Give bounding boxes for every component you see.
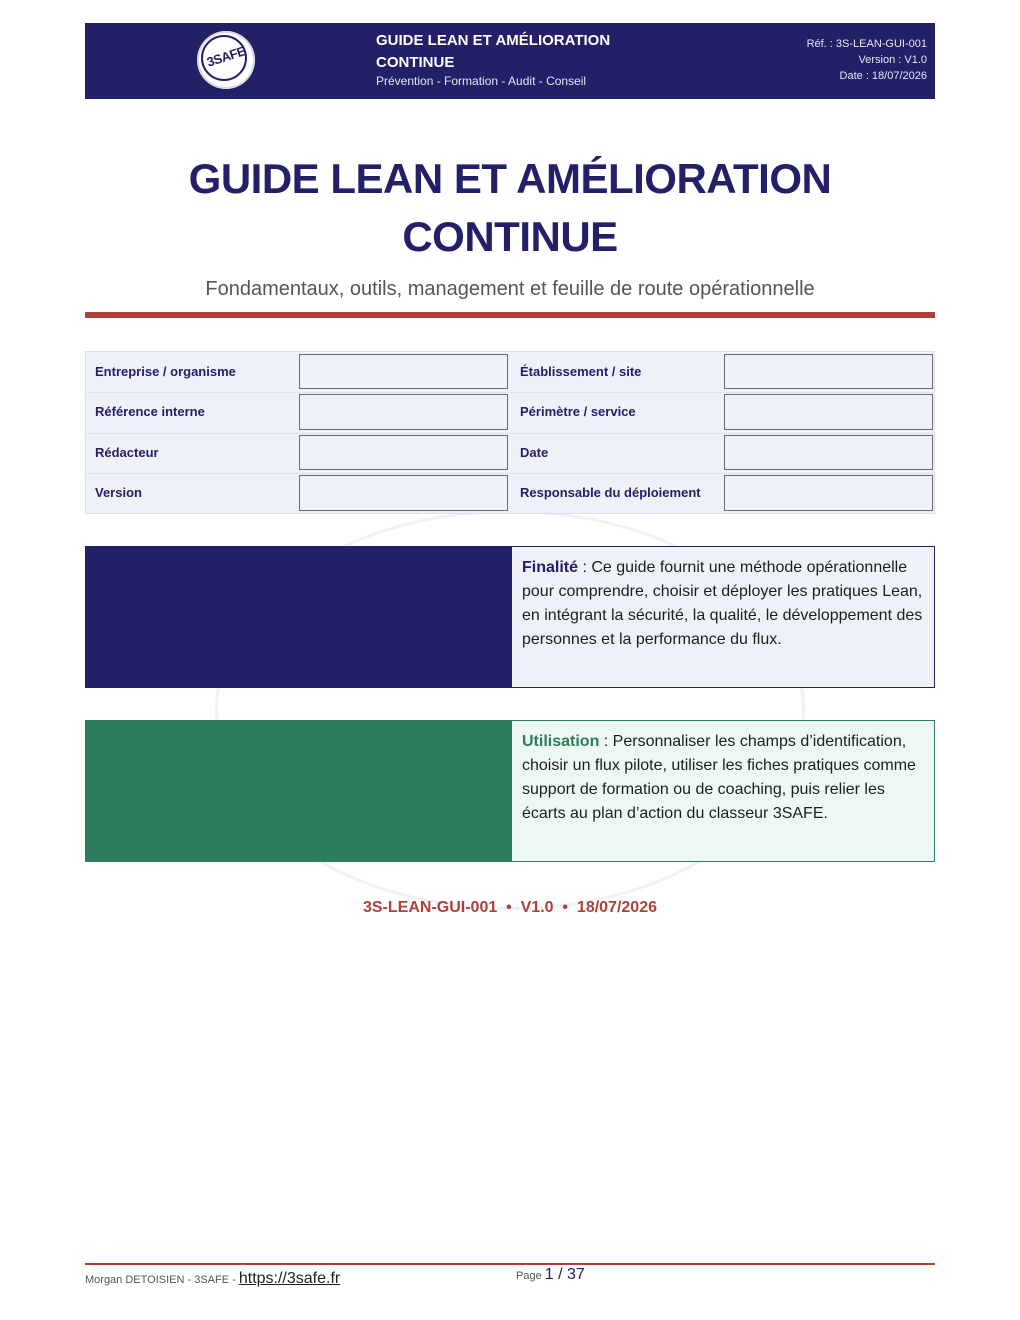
finalite-block [85,546,935,688]
header-ref: Réf. : 3S-LEAN-GUI-001 [806,38,927,50]
label-perimetre: Périmètre / service [520,404,636,419]
finalite-color-panel [85,546,511,688]
field-date[interactable] [724,435,933,470]
page-separator: / [553,1266,567,1283]
footer-page-number [516,1266,585,1284]
title-divider [85,312,935,318]
field-redacteur[interactable] [299,435,508,470]
header-subtitle: Prévention - Formation - Audit - Conseil [376,74,587,88]
utilisation-label: Utilisation [522,733,600,750]
field-version[interactable] [299,475,508,511]
header-title: GUIDE LEAN ET AMÉLIORATION CONTINUE [376,32,611,71]
field-reference[interactable] [299,394,508,430]
field-perimetre[interactable] [724,394,933,430]
label-reference: Référence interne [95,404,205,419]
field-responsable[interactable] [724,475,933,511]
page-label: Page [516,1270,545,1282]
page-title-line2: CONTINUE [402,213,618,260]
finalite-text-panel [511,546,935,688]
header-meta [807,36,927,84]
page-current: 1 [544,1266,554,1283]
label-version: Version [95,485,142,500]
field-entreprise[interactable] [299,354,508,389]
label-etablissement: Établissement / site [520,364,642,379]
finalite-text: : Ce guide fournit une méthode opérationnelle pour comprendre, choisir et déployer les pratiques Lean, en intégrant la sécurité, la qualité, le développement des personnes et la performance du flux. [522,559,923,648]
header-date: Date : 18/07/2026 [839,70,927,82]
utilisation-block [85,720,935,862]
page-total: 37 [567,1266,585,1283]
footer-author-text: Morgan DETOISIEN - 3SAFE - [85,1274,239,1286]
page-subtitle: Fondamentaux, outils, management et feuille de route opérationnelle [205,278,815,300]
label-responsable: Responsable du déploiement [520,485,701,500]
label-redacteur: Rédacteur [95,445,159,460]
field-etablissement[interactable] [724,354,933,389]
page-title-line1: GUIDE LEAN ET AMÉLIORATION [188,155,832,202]
utilisation-color-panel [85,720,511,862]
utilisation-text: : Personnaliser les champs d’identification, choisir un flux pilote, utiliser les fiches pratiques comme support de formation ou de coaching, puis relier les écarts au plan d’action du classeur 3SAFE. [522,733,916,822]
company-logo [197,31,255,89]
label-date: Date [520,445,549,460]
row-divider [86,433,934,434]
footer-author [85,1270,340,1288]
finalite-label: Finalité [522,559,579,576]
label-entreprise: Entreprise / organisme [95,364,236,379]
footer-divider [85,1263,935,1265]
document-header [85,23,935,99]
row-divider [86,392,934,393]
logo-text: 3SAFE [204,43,248,70]
page-title [85,150,935,266]
identification-table [85,351,935,514]
footer-website-link[interactable]: https://3safe.fr [238,1270,341,1287]
row-divider [86,473,934,474]
header-version: Version : V1.0 [858,54,927,66]
document-identifier: 3S-LEAN-GUI-001 • V1.0 • 18/07/2026 [362,899,657,916]
utilisation-text-panel [511,720,935,862]
